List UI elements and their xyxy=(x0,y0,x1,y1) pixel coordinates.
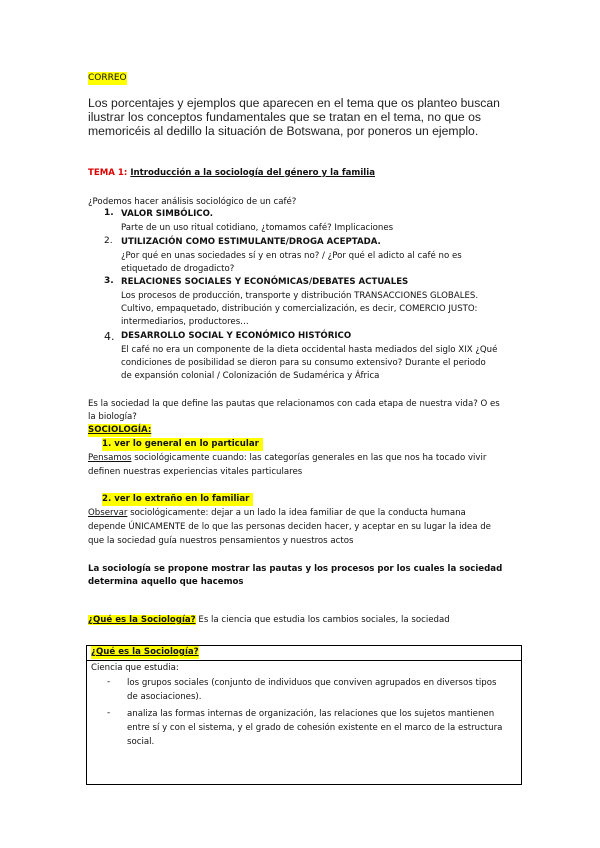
list-item-text: intermediarios, productores… xyxy=(121,317,249,327)
tema-heading xyxy=(88,167,375,180)
definition-box-title: ¿Qué es la Sociología? xyxy=(91,647,199,657)
list-item-title: DESARROLLO SOCIAL Y ECONÓMICO HISTÓRICO xyxy=(121,331,352,341)
definition-bullet-line: de asociaciones). xyxy=(127,692,202,702)
intro-paragraph xyxy=(88,96,528,138)
list-number: 1. xyxy=(104,208,114,218)
correo-label: CORREO xyxy=(88,73,127,83)
list-item-text: El café no era un componente de la dieta occidental hasta mediados del siglo XIX ¿Qué xyxy=(121,345,498,355)
list-item-title: RELACIONES SOCIALES Y ECONÓMICAS/DEBATES ACTUALES xyxy=(121,277,409,287)
list-number: 2. xyxy=(104,236,113,246)
list-number: 3. xyxy=(104,276,114,286)
intro-line: memoricéis al dedillo la situación de Botswana, por poneros un ejemplo. xyxy=(88,124,479,138)
propone-line: La sociología se propone mostrar las pautas y los procesos por los cuales la sociedad xyxy=(88,564,503,574)
dash-bullet-icon: - xyxy=(107,708,111,718)
list-item-text: Cultivo, empaquetado, distribución y comercialización, es decir, COMERCIO JUSTO: xyxy=(121,304,478,314)
list-item-text: Los procesos de producción, transporte y distribución TRANSACCIONES GLOBALES. xyxy=(121,291,479,301)
question-cafe: ¿Podemos hacer análisis sociológico de un café? xyxy=(88,197,297,207)
intro-line: ilustrar los conceptos fundamentales que se tratan en el tema, no que os xyxy=(88,110,481,124)
definition-bullet-line: los grupos sociales (conjunto de individuos que conviven agrupados en diversos tipos xyxy=(127,678,497,688)
definition-bullet-line: social. xyxy=(127,737,155,747)
definition-box xyxy=(86,645,522,785)
que-es-question: ¿Qué es la Sociología? xyxy=(88,615,196,625)
propone-line: determina aquello que hacemos xyxy=(88,577,244,587)
point1-label: 1. ver lo general en lo particular xyxy=(102,438,263,451)
tema-label: TEMA 1: xyxy=(88,168,128,178)
que-es-answer: Es la ciencia que estudia los cambios sociales, la sociedad xyxy=(195,615,450,625)
dash-bullet-icon: - xyxy=(107,677,111,687)
list-item-text: ¿Por qué en unas sociedades sí y en otras no? / ¿Por qué el adicto al café no es xyxy=(121,251,462,261)
point1-line: definen nuestras experiencias vitales particulares xyxy=(88,467,303,477)
point1-text: sociológicamente cuando: las categorías generales en las que nos ha tocado vivir xyxy=(131,453,487,463)
point2-text: sociológicamente: dejar a un lado la idea familiar de que la conducta humana xyxy=(127,508,466,518)
list-number: 4. xyxy=(104,330,115,343)
definition-box-header xyxy=(87,646,521,661)
point1-line xyxy=(88,452,486,465)
que-es-line xyxy=(88,614,450,627)
point2-line: depende ÚNICAMENTE de lo que las personas deciden hacer, y aceptar en su lugar la idea de xyxy=(88,522,491,532)
definition-box-intro: Ciencia que estudia: xyxy=(91,663,179,673)
point2-line: que la sociedad guía nuestros pensamientos y nuestros actos xyxy=(88,536,354,546)
list-item-text: de expansión colonial / Colonización de Sudamérica y África xyxy=(121,371,380,381)
list-item-text: Parte de un uso ritual cotidiano, ¿tomamos café? Implicaciones xyxy=(121,223,394,233)
point2-keyword: Observar xyxy=(88,508,128,518)
list-item-title: UTILIZACIÓN COMO ESTIMULANTE/DROGA ACEPTADA. xyxy=(121,237,381,247)
sociedad-question-line: Es la sociedad la que define las pautas que relacionamos con cada etapa de nuestra vida? O es xyxy=(88,399,500,409)
definition-bullet-line: entre sí y con el sistema, y el grado de cohesión existente en el marco de la estructura xyxy=(127,723,503,733)
point2-label: 2. ver lo extraño en lo familiar xyxy=(102,493,253,506)
list-item-title: VALOR SIMBÓLICO. xyxy=(121,209,213,219)
sociedad-question-line: la biología? xyxy=(88,412,137,422)
list-item-text: etiquetado de drogadicto? xyxy=(121,264,235,274)
intro-line: Los porcentajes y ejemplos que aparecen en el tema que os planteo buscan xyxy=(88,96,500,110)
list-item-text: condiciones de posibilidad se dieron para su consumo extensivo? Durante el periodo xyxy=(121,358,486,368)
point1-keyword: Pensamos xyxy=(88,453,132,463)
point2-line xyxy=(88,507,466,520)
tema-title: Introducción a la sociología del género y la familia xyxy=(130,168,375,178)
definition-bullet-line: analiza las formas internas de organización, las relaciones que los sujetos mantienen xyxy=(127,709,495,719)
sociologia-heading: SOCIOLOGÍA: xyxy=(88,425,152,435)
